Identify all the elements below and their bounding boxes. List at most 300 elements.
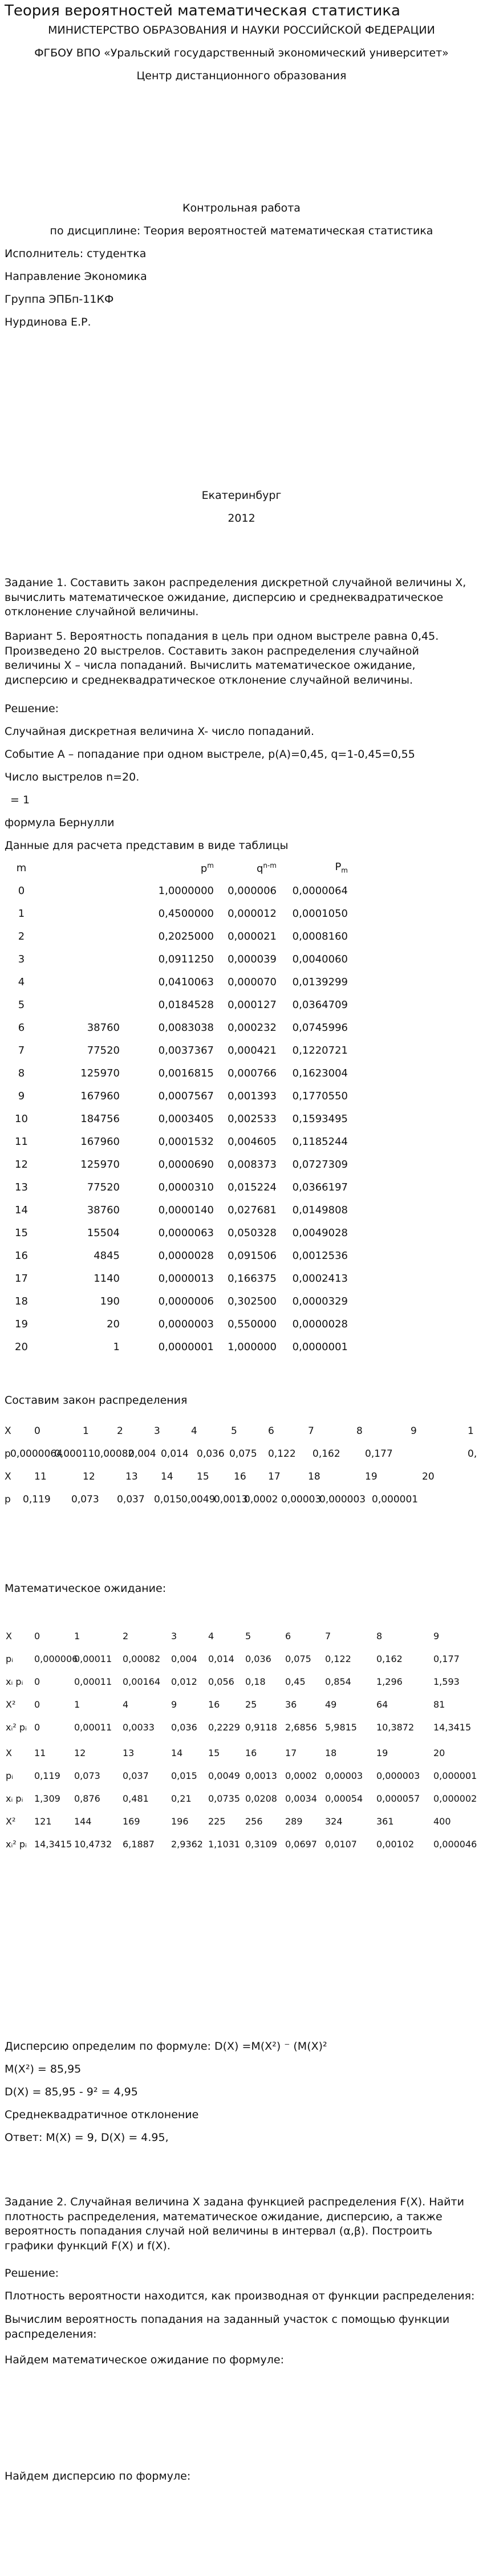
table-cell: 0,0000063 [158, 1226, 214, 1239]
law-cell: 0,00003 [281, 1494, 322, 1505]
expectation-title: Математическое ожидание: [5, 1582, 167, 1595]
header-p: $p^m$ [200, 861, 214, 875]
center-line: Центр дистанционного образования [136, 70, 347, 82]
table-cell: 0,302500 [228, 1295, 277, 1307]
law-cell: 0,00011 [54, 1448, 95, 1460]
table-cell: 0,056 [208, 1676, 234, 1687]
law-cell: 12 [83, 1471, 95, 1482]
table-cell: 0,0013 [245, 1770, 277, 1781]
table-cell: 121 [34, 1816, 52, 1827]
law-cell: 0,177 [365, 1448, 393, 1460]
task2-solution-label: Решение: [5, 2267, 59, 2280]
table-cell: 18 [325, 1748, 337, 1758]
bernoulli-line: формула Бернулли [5, 816, 115, 829]
table-cell: 0 [34, 1676, 40, 1687]
table-cell: 0 [34, 1631, 40, 1642]
law-cell: 0,000003 [319, 1494, 366, 1505]
table-cell: 10 [15, 1112, 28, 1125]
row-label: X² [6, 1816, 16, 1827]
law-cell: 0,162 [312, 1448, 340, 1460]
group-line: Группа ЭПБп-11КФ [5, 293, 114, 306]
table-cell: 0,0000140 [158, 1204, 214, 1216]
table-cell: 0,037 [123, 1770, 149, 1781]
table-cell: 0,0002 [285, 1770, 317, 1781]
table-cell: 0,0208 [245, 1793, 277, 1804]
law-cell: 1 [468, 1425, 474, 1437]
table-cell: 25 [245, 1699, 257, 1710]
row-label: X [6, 1748, 12, 1758]
law-cell: 0,015 [154, 1494, 182, 1505]
table-cell: 0,000012 [228, 907, 277, 920]
direction-line: Направление Экономика [5, 270, 147, 283]
header-m: m [16, 862, 27, 874]
table-cell: 8 [18, 1067, 25, 1079]
table-cell: 0,2025000 [158, 930, 214, 942]
table-cell: 0,00011 [74, 1653, 112, 1664]
law-cell: 0,073 [71, 1494, 99, 1505]
table-cell: 1,0000000 [158, 884, 214, 897]
law-cell: 3 [154, 1425, 160, 1437]
table-cell: 0,4500000 [158, 907, 214, 920]
table-cell: 0,481 [123, 1793, 149, 1804]
table-cell: 4 [18, 976, 25, 988]
document-title: Теория вероятностей математическая статистика [5, 2, 400, 19]
row-label: X² [6, 1699, 16, 1710]
table-cell: 0,000039 [228, 953, 277, 965]
table-cell: 4 [208, 1631, 214, 1642]
university-line: ФГБОУ ВПО «Уральский государственный экономический университет» [34, 47, 449, 59]
table-row [6, 1153, 348, 1176]
table-cell: 0,0000064 [292, 884, 348, 897]
table-cell: 0,0007567 [158, 1090, 214, 1102]
table-cell: 6 [18, 1021, 25, 1034]
table-cell: 16 [245, 1748, 257, 1758]
table-row [6, 902, 348, 925]
table-cell: 18 [15, 1295, 28, 1307]
law-cell: 15 [197, 1471, 209, 1482]
table-cell: 0,1220721 [292, 1044, 348, 1057]
table-cell: 17 [15, 1272, 28, 1285]
table-cell: 0,036 [171, 1722, 197, 1733]
equation-line: = 1 [10, 794, 30, 806]
table-cell: 0,0911250 [158, 953, 214, 965]
table-cell: 0,015 [171, 1770, 197, 1781]
table-cell: 7 [18, 1044, 25, 1057]
table-cell: 0,000070 [228, 976, 277, 988]
table-cell: 0,002533 [228, 1112, 277, 1125]
variance-formula: Дисперсию определим по формуле: D(X) =M(X²) ⁻ (M(X)² [5, 2040, 327, 2053]
table-cell: 6,1887 [123, 1839, 155, 1850]
law-cell: 5 [231, 1425, 237, 1437]
table-cell: 0,0727309 [292, 1158, 348, 1171]
work-title: Контрольная работа [182, 202, 301, 214]
table-cell: 0,1770550 [292, 1090, 348, 1102]
table-cell: 0,177 [433, 1653, 460, 1664]
table-row [6, 1107, 348, 1130]
table-cell: 2,9362 [171, 1839, 203, 1850]
law-cell: 13 [125, 1471, 138, 1482]
table-cell: 13 [123, 1748, 135, 1758]
table-cell: 0,876 [74, 1793, 100, 1804]
table-cell: 0,0000329 [292, 1295, 348, 1307]
table-cell: 9 [18, 1090, 25, 1102]
law-title: Составим закон распределения [5, 1394, 188, 1407]
law-cell: 0,037 [117, 1494, 145, 1505]
table-cell: 0,0008160 [292, 930, 348, 942]
table-cell: 0,1593495 [292, 1112, 348, 1125]
table-cell: 0,000232 [228, 1021, 277, 1034]
table-cell: 1,1031 [208, 1839, 240, 1850]
event-a-line: Событие А – попадание при одном выстреле, p(A)=0,45, q=1-0,45=0,55 [5, 748, 415, 761]
row-label: pᵢ [6, 1653, 14, 1664]
table-cell: 0,854 [325, 1676, 351, 1687]
law-cell: 4 [191, 1425, 197, 1437]
table-cell: 0,004 [171, 1653, 197, 1664]
law-cell: 0, [468, 1448, 477, 1460]
table-cell [37, 879, 120, 902]
table-cell: 36 [285, 1699, 297, 1710]
table-cell: 0 [18, 884, 25, 897]
table-cell: 0,0037367 [158, 1044, 214, 1057]
table-cell: 0,3109 [245, 1839, 277, 1850]
table-cell: 0,0184528 [158, 998, 214, 1011]
probability-line: Вычислим вероятность попадания на заданный участок с помощью функции распределения: [5, 2313, 450, 2341]
table-cell: 17 [285, 1748, 297, 1758]
table-intro: Данные для расчета представим в виде таблицы [5, 839, 289, 852]
table-cell: 0,0040060 [292, 953, 348, 965]
table-cell: 0,0016815 [158, 1067, 214, 1079]
law-cell: 0 [34, 1425, 40, 1437]
table-cell: 14,3415 [34, 1839, 72, 1850]
task2-expectation-line: Найдем математическое ожидание по формуле: [5, 2354, 284, 2366]
table-row [6, 879, 348, 902]
law-cell: 0,0049 [181, 1494, 216, 1505]
table-cell: 7 [325, 1631, 331, 1642]
table-cell: 64 [376, 1699, 388, 1710]
table-cell: 11 [15, 1135, 28, 1148]
table-cell: 0,000046 [433, 1839, 477, 1850]
table-cell: 0,012 [171, 1676, 197, 1687]
table-cell: 0,18 [245, 1676, 266, 1687]
table-cell: 0,000057 [376, 1793, 420, 1804]
table-row [6, 1267, 348, 1290]
table-cell: 77520 [87, 1181, 120, 1193]
table-cell: 1,296 [376, 1676, 403, 1687]
table-cell: 20 [107, 1318, 120, 1330]
table-cell: 0,000003 [376, 1770, 420, 1781]
table-row [6, 1084, 348, 1107]
row-label: pᵢ [6, 1770, 14, 1781]
table-cell: 1 [18, 907, 25, 920]
header-c [37, 856, 120, 879]
law-cell: 0,00082 [94, 1448, 135, 1460]
table-cell: 0,119 [34, 1770, 60, 1781]
table-cell: 400 [433, 1816, 451, 1827]
table-cell: 0,008373 [228, 1158, 277, 1171]
table-cell: 1140 [94, 1272, 120, 1285]
table-cell: 11 [34, 1748, 46, 1758]
table-cell: 361 [376, 1816, 394, 1827]
law-cell: 7 [308, 1425, 314, 1437]
table-cell: 0,000006 [34, 1653, 78, 1664]
table-row [6, 1221, 348, 1244]
table-cell: 0,0000001 [158, 1340, 214, 1353]
table-cell: 0,122 [325, 1653, 351, 1664]
law-cell: 0,0013 [214, 1494, 248, 1505]
table-cell: 190 [100, 1295, 120, 1307]
task1-variant: Вариант 5. Вероятность попадания в цель при одном выстреле равна 0,45. Произведено 20 выстрелов. Составить закон распределения случайной величины X – числа попаданий. Вычислить математическое ожидание, дисперсию и среднеквадратическое отклонение случайной величины. [5, 630, 439, 686]
table-row [6, 1244, 348, 1267]
law-cell: X [5, 1425, 11, 1437]
table-cell: 0,000021 [228, 930, 277, 942]
table-cell: 0,0410063 [158, 976, 214, 988]
row-label: xᵢ² pᵢ [6, 1839, 27, 1850]
law-cell: 16 [234, 1471, 246, 1482]
table-cell: 0,0000001 [292, 1340, 348, 1353]
discipline-line: по дисциплине: Теория вероятностей математическая статистика [50, 225, 433, 237]
table-cell: 0,0745996 [292, 1021, 348, 1034]
random-variable-line: Случайная дискретная величина X- число попаданий. [5, 725, 315, 738]
table-cell: 20 [15, 1340, 28, 1353]
law-cell: 0,036 [197, 1448, 225, 1460]
table-cell [37, 970, 120, 993]
table-cell: 0,00003 [325, 1770, 363, 1781]
table-cell: 14 [171, 1748, 183, 1758]
table-cell: 49 [325, 1699, 337, 1710]
table-cell: 1,000000 [228, 1340, 277, 1353]
table-cell: 196 [171, 1816, 189, 1827]
table-cell: 0,000002 [433, 1793, 477, 1804]
mx2-line: M(X²) = 85,95 [5, 2063, 82, 2075]
city-line: Екатеринбург [201, 489, 282, 502]
calc-table-header [6, 856, 348, 879]
table-cell: 0,166375 [228, 1272, 277, 1285]
table-cell: 0,0049028 [292, 1226, 348, 1239]
table-cell: 0,073 [74, 1770, 100, 1781]
table-cell: 9 [171, 1699, 177, 1710]
table-cell: 1 [74, 1631, 80, 1642]
law-cell: p [5, 1448, 11, 1460]
table-cell: 0,00011 [74, 1722, 112, 1733]
table-row [6, 970, 348, 993]
table-cell: 3 [18, 953, 25, 965]
task2-variance-line: Найдем дисперсию по формуле: [5, 2470, 191, 2482]
row-label: xᵢ pᵢ [6, 1793, 23, 1804]
law-cell: 18 [308, 1471, 320, 1482]
law-cell: 0,075 [229, 1448, 257, 1460]
law-cell: 0,0000064 [10, 1448, 63, 1460]
table-cell [37, 925, 120, 948]
table-cell: 10,4732 [74, 1839, 112, 1850]
table-cell: 0,036 [245, 1653, 271, 1664]
table-cell: 15 [15, 1226, 28, 1239]
law-cell: 14 [161, 1471, 173, 1482]
table-row [6, 993, 348, 1016]
table-cell: 0,1185244 [292, 1135, 348, 1148]
table-row [6, 948, 348, 970]
table-cell: 4845 [94, 1249, 120, 1262]
dx-line: D(X) = 85,95 - 9² = 4,95 [5, 2086, 138, 2098]
table-cell: 12 [74, 1748, 86, 1758]
table-cell: 0,000001 [433, 1770, 477, 1781]
table-cell: 0,0012536 [292, 1249, 348, 1262]
table-cell: 1 [74, 1699, 80, 1710]
answer-line: Ответ: M(X) = 9, D(X) = 4.95, [5, 2131, 169, 2144]
table-cell: 0,0139299 [292, 976, 348, 988]
table-row [6, 1198, 348, 1221]
table-cell: 0,0000003 [158, 1318, 214, 1330]
law-cell: 20 [422, 1471, 435, 1482]
table-cell: 225 [208, 1816, 226, 1827]
student-name: Нурдинова Е.Р. [5, 316, 91, 328]
table-cell: 0,0000310 [158, 1181, 214, 1193]
table-cell: 167960 [80, 1135, 120, 1148]
row-label: X [6, 1631, 12, 1642]
table-cell: 1,309 [34, 1793, 60, 1804]
table-row [6, 1335, 348, 1358]
table-cell: 0,0049 [208, 1770, 240, 1781]
table-cell: 324 [325, 1816, 343, 1827]
table-cell [37, 993, 120, 1016]
task2-statement: Задание 2. Случайная величина X задана функцией распределения F(X). Найти плотность распределения, математическое ожидание, дисперсию, а также вероятность попадания случай ной величины в интервал (α,β). Построить графики функций F(X) и f(X). [5, 2196, 464, 2252]
row-label: xᵢ² pᵢ [6, 1722, 27, 1733]
table-cell: 5,9815 [325, 1722, 357, 1733]
table-row [6, 1062, 348, 1084]
table-cell: 0,000127 [228, 998, 277, 1011]
law-cell: 9 [411, 1425, 417, 1437]
table-cell: 0,0107 [325, 1839, 357, 1850]
table-cell: 0,00102 [376, 1839, 415, 1850]
law-cell: 17 [268, 1471, 281, 1482]
table-cell: 0,0364709 [292, 998, 348, 1011]
law-cell: 0,119 [23, 1494, 51, 1505]
table-cell: 15504 [87, 1226, 120, 1239]
table-cell: 2 [18, 930, 25, 942]
performer-line: Исполнитель: студентка [5, 247, 147, 260]
shots-line: Число выстрелов n=20. [5, 771, 140, 783]
law-cell: 11 [34, 1471, 47, 1482]
table-row [6, 1290, 348, 1313]
table-cell: 0,075 [285, 1653, 311, 1664]
table-cell: 0,00054 [325, 1793, 363, 1804]
table-cell: 0,0003405 [158, 1112, 214, 1125]
table-cell: 0,0697 [285, 1839, 317, 1850]
table-cell: 5 [245, 1631, 251, 1642]
table-cell: 16 [208, 1699, 220, 1710]
table-cell: 3 [171, 1631, 177, 1642]
task1-solution-label: Решение: [5, 702, 59, 715]
table-cell: 0,550000 [228, 1318, 277, 1330]
table-cell: 19 [15, 1318, 28, 1330]
table-cell: 0,000421 [228, 1044, 277, 1057]
table-cell: 0,21 [171, 1793, 192, 1804]
table-cell: 0,0366197 [292, 1181, 348, 1193]
table-cell: 144 [74, 1816, 92, 1827]
table-cell: 0,9118 [245, 1722, 277, 1733]
row-label: xᵢ pᵢ [6, 1676, 23, 1687]
table-cell: 184756 [80, 1112, 120, 1125]
table-cell: 0,0149808 [292, 1204, 348, 1216]
law-cell: 0,014 [161, 1448, 189, 1460]
table-cell: 256 [245, 1816, 263, 1827]
law-cell: X [5, 1471, 11, 1482]
table-cell: 0,027681 [228, 1204, 277, 1216]
table-cell: 0,0000013 [158, 1272, 214, 1285]
table-cell: 81 [433, 1699, 445, 1710]
table-cell: 10,3872 [376, 1722, 415, 1733]
table-row [6, 1039, 348, 1062]
table-cell: 0,0000028 [158, 1249, 214, 1262]
table-cell: 0,162 [376, 1653, 403, 1664]
table-cell: 0,0034 [285, 1793, 317, 1804]
table-cell: 13 [15, 1181, 28, 1193]
table-cell: 0,014 [208, 1653, 234, 1664]
table-cell: 0,00082 [123, 1653, 161, 1664]
table-cell: 0,0735 [208, 1793, 240, 1804]
table-cell: 0,0000690 [158, 1158, 214, 1171]
table-cell: 0,00011 [74, 1676, 112, 1687]
table-cell: 0 [34, 1699, 40, 1710]
table-cell: 125970 [80, 1067, 120, 1079]
table-cell: 0,0000006 [158, 1295, 214, 1307]
table-cell: 9 [433, 1631, 440, 1642]
table-cell: 0,015224 [228, 1181, 277, 1193]
table-cell: 0,091506 [228, 1249, 277, 1262]
table-cell: 0,004605 [228, 1135, 277, 1148]
table-cell [37, 902, 120, 925]
table-cell: 125970 [80, 1158, 120, 1171]
table-cell: 167960 [80, 1090, 120, 1102]
table-cell: 0,45 [285, 1676, 306, 1687]
law-cell: 8 [356, 1425, 363, 1437]
table-cell: 0,050328 [228, 1226, 277, 1239]
law-cell: 0,122 [268, 1448, 296, 1460]
table-cell: 8 [376, 1631, 383, 1642]
table-cell: 2 [123, 1631, 129, 1642]
table-cell: 1 [113, 1340, 120, 1353]
table-cell: 5 [18, 998, 25, 1011]
table-cell: 19 [376, 1748, 388, 1758]
table-cell: 15 [208, 1748, 220, 1758]
table-cell: 0,00164 [123, 1676, 161, 1687]
table-cell: 0 [34, 1722, 40, 1733]
header-q: $q^{n-m}$ [256, 861, 277, 875]
table-cell: 0,1623004 [292, 1067, 348, 1079]
table-cell: 0,000006 [228, 884, 277, 897]
header-pm: $P_m$ [335, 861, 348, 875]
law-cell: 0,0002 [244, 1494, 278, 1505]
table-row [6, 1176, 348, 1198]
year-line: 2012 [228, 512, 255, 525]
law-cell: 2 [117, 1425, 123, 1437]
table-cell [37, 948, 120, 970]
table-row [6, 925, 348, 948]
table-row [6, 1016, 348, 1039]
law-cell: 0,000001 [372, 1494, 419, 1505]
table-cell: 16 [15, 1249, 28, 1262]
law-cell: 0,004 [128, 1448, 156, 1460]
table-cell: 0,0033 [123, 1722, 155, 1733]
table-cell: 0,000766 [228, 1067, 277, 1079]
table-cell: 2,6856 [285, 1722, 317, 1733]
law-cell: p [5, 1494, 11, 1505]
table-cell: 6 [285, 1631, 291, 1642]
table-cell: 1,593 [433, 1676, 460, 1687]
std-line: Среднеквадратичное отклонение [5, 2108, 199, 2121]
table-row [6, 1130, 348, 1153]
table-cell: 12 [15, 1158, 28, 1171]
table-cell: 0,0002413 [292, 1272, 348, 1285]
